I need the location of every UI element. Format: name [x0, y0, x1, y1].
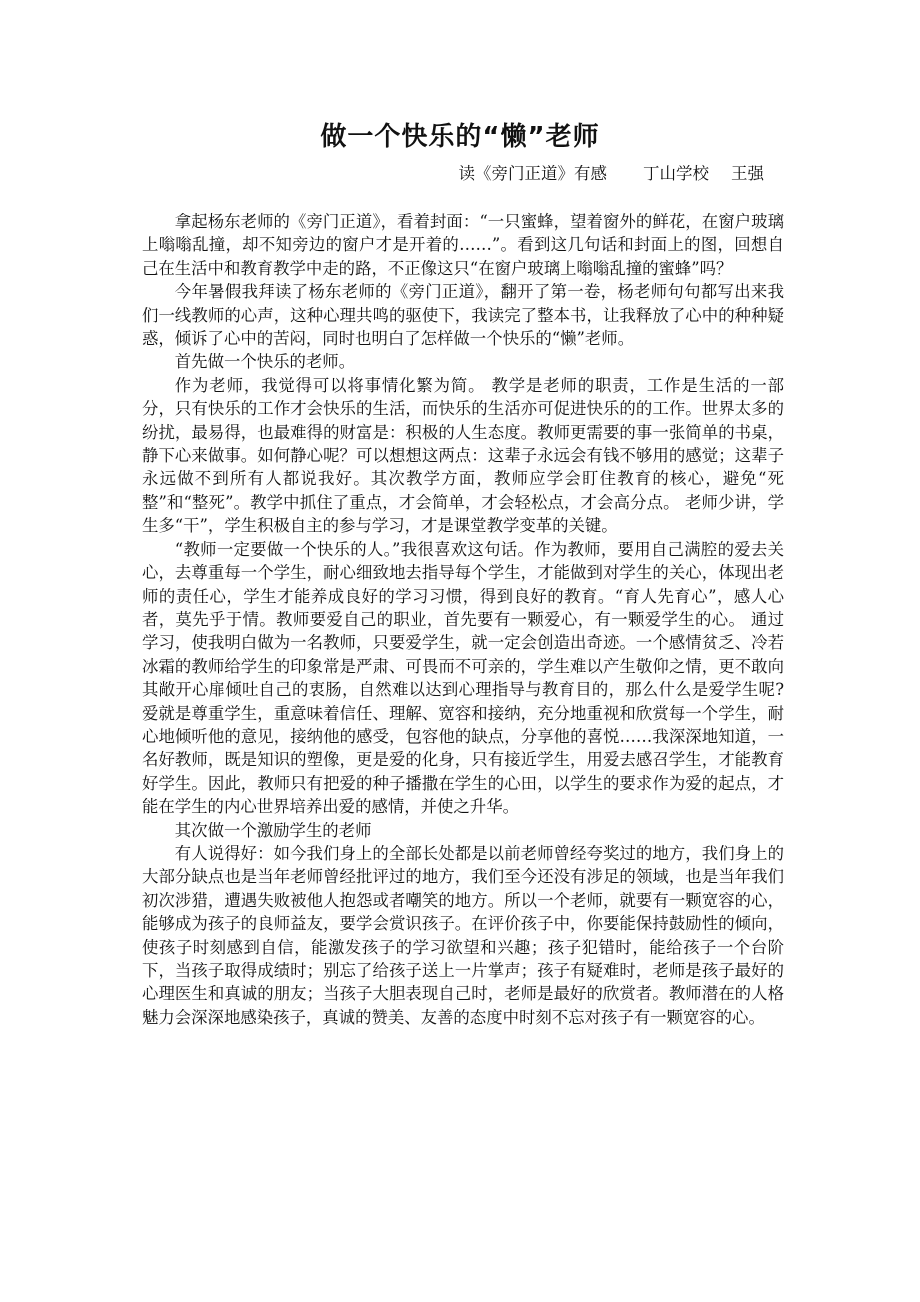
section-heading-encouraging-teacher: 其次做一个激励学生的老师: [174, 820, 372, 840]
document-body: [142, 210, 784, 1029]
byline-subtitle: 读《旁门正道》有感: [458, 164, 607, 183]
document-title: 做一个快乐的“懒”老师: [320, 122, 600, 152]
byline-school: 丁山学校: [643, 164, 709, 183]
paragraph-reading: 今年暑假我拜读了杨东老师的《旁门正道》，翻开了第一卷，杨老师句句都写出来我们一线教师的心声，这种心理共鸣的驱使下，我读完了整本书，让我释放了心中的种种疑惑，倾诉了心中的苦闷，同时也明白了怎样做一个快乐的“懒”老师。: [142, 282, 784, 349]
byline: [459, 160, 765, 184]
paragraph-simplify: 作为老师，我觉得可以将事情化繁为简。 教学是老师的职责，工作是生活的一部分，只有快乐的工作才会快乐的生活，而快乐的生活亦可促进快乐的的工作。世界太多的纷扰，最易得，也最难得的财富是：积极的人生态度。教师更需要的事一张简单的书桌，静下心来做事。如何静心呢？可以想想这两点：这辈子永远会有钱不够用的感觉；这辈子永远做不到所有人都说我好。其次教学方面，教师应学会盯住教育的核心，避免“死整”和“整死”。教学中抓住了重点，才会简单，才会轻松点，才会高分点。 老师少讲，学生多“干”，学生积极自主的参与学习，才是课堂教学变革的关键。: [142, 375, 784, 536]
paragraph-love-students: “教师一定要做一个快乐的人。”我很喜欢这句话。作为教师，要用自己满腔的爱去关心，去尊重每一个学生，耐心细致地去指导每个学生，才能做到对学生的关心，体现出老师的责任心，学生才能养成良好的学习习惯，得到良好的教育。“育人先育心”，感人心者，莫先乎于情。教师要爱自己的职业，首先要有一颗爱心，有一颗爱学生的心。 通过学习，使我明白做为一名教师，只要爱学生，就一定会创造出奇迹。一个感情贫乏、冷若冰霜的教师给学生的印象常是严肃、可畏而不可亲的，学生难以产生敬仰之情，更不敢向其敞开心扉倾吐自己的衷肠，自然难以达到心理指导与教育目的，那么什么是爱学生呢?爱就是尊重学生，重意味着信任、理解、宽容和接纳，充分地重视和欣赏每一个学生，耐心地倾听他的意见，接纳他的感受，包容他的缺点，分享他的喜悦……我深深地知道，一名好教师，既是知识的塑像，更是爱的化身，只有接近学生，用爱去感召学生，才能教育好学生。因此，教师只有把爱的种子播撒在学生的心田，以学生的要求作为爱的起点，才能在学生的内心世界培养出爱的感情，并使之升华。: [142, 539, 784, 817]
paragraph-intro: 拿起杨东老师的《旁门正道》，看着封面：“一只蜜蜂，望着窗外的鲜花，在窗户玻璃上嗡嗡乱撞，却不知旁边的窗户才是开着的……”。看到这几句话和封面上的图，回想自己在生活中和教育教学中走的路，不正像这只“在窗户玻璃上嗡嗡乱撞的蜜蜂”吗？: [142, 212, 784, 278]
paragraph-encourage: 有人说得好：如今我们身上的全部长处都是以前老师曾经夸奖过的地方，我们身上的大部分缺点也是当年老师曾经批评过的地方，我们至今还没有涉足的领域，也是当年我们初次涉猎，遭遇失败被他人抱怨或者嘲笑的地方。所以一个老师，就要有一颗宽容的心，能够成为孩子的良师益友，要学会赏识孩子。在评价孩子中，你要能保持鼓励性的倾向，使孩子时刻感到自信，能激发孩子的学习欲望和兴趣；孩子犯错时，能给孩子一个台阶下，当孩子取得成绩时；别忘了给孩子送上一片掌声；孩子有疑难时，老师是孩子最好的心理医生和真诚的朋友；当孩子大胆表现自己时，老师是最好的欣赏者。教师潜在的人格魅力会深深地感染孩子，真诚的赞美、友善的态度中时刻不忘对孩子有一颗宽容的心。: [142, 843, 784, 1027]
byline-author: 王强: [731, 164, 764, 183]
section-heading-happy-teacher: 首先做一个快乐的老师。: [174, 352, 356, 372]
